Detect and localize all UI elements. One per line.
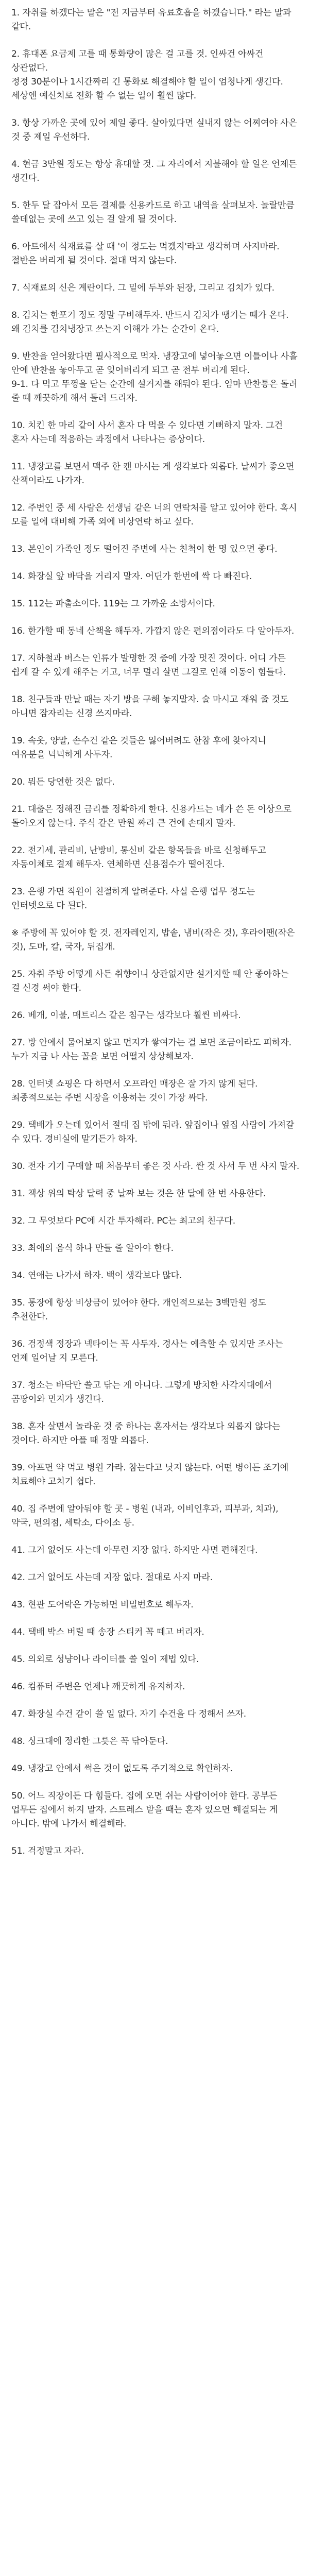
tip-item: 28. 인터넷 쇼핑은 다 하면서 오프라인 매장은 잘 가지 않게 된다. 최종적으로는 주변 시장을 이용하는 것이 가장 싸다.	[11, 1079, 258, 1103]
tip-item: 7. 식재료의 신은 계란이다. 그 밑에 두부와 된장, 그리고 김치가 있다.	[11, 283, 274, 293]
tip-item: 42. 그거 없어도 사는데 지장 없다. 절대로 사지 마라.	[11, 1572, 213, 1583]
tip-item: 39. 아프면 약 먹고 병원 가라. 참는다고 낫지 않는다. 어떤 병이든 조기에 치료해야 고치기 쉽다.	[11, 1463, 289, 1487]
tip-item: 13. 본인이 가족인 정도 떨어진 주변에 사는 친척이 한 명 있으면 좋다.	[11, 544, 278, 554]
tip-item: 11. 냉장고를 보면서 맥주 한 캔 마시는 게 생각보다 외롭다. 날씨가 좋으면 산책이라도 나가자.	[11, 462, 295, 486]
tip-item: 30. 전자 기기 구매할 때 처음부터 좋은 것 사라. 싼 것 사서 두 번 사지 말자.	[11, 1161, 300, 1172]
tip-item: 9. 반찬을 얻어왔다면 필사적으로 먹자. 냉장고에 넣어놓으면 이틀이나 사흘 안에 반찬을 놓아두고 곧 잊어버리게 되고 곧 전부 버리게 된다. 9-1. 다 먹고 뚜껑을 닫는 순간에 설거지를 해둬야 된다. 엄마 반찬통은 돌려 줄 때 깨끗하게 해서 돌려 드리자.	[11, 351, 298, 403]
tip-item: 44. 택배 박스 버릴 때 송장 스티커 꼭 떼고 버리자.	[11, 1627, 204, 1637]
tip-item: 41. 그거 없어도 사는데 아무런 지장 없다. 하지만 사면 편해진다.	[11, 1545, 258, 1555]
tip-item: 23. 은행 가면 직원이 친절하게 알려준다. 사실 은행 업무 정도는 인터넷으로 다 된다.	[11, 887, 255, 911]
tip-item: 8. 김치는 한포기 정도 정말 구비해두자. 반드시 김치가 땡기는 때가 온다. 왜 김치를 김치냉장고 쓰는지 이해가 가는 순간이 온다.	[11, 310, 289, 334]
tip-item: 38. 혼자 살면서 놀라운 것 중 하나는 혼자서는 생각보다 외롭지 않다는 것이다. 하지만 아플 때 정말 외롭다.	[11, 1421, 281, 1446]
tip-item: 1. 자취를 하겠다는 말은 "전 지금부터 유료호흡을 하겠습니다." 라는 말과 같다.	[11, 8, 291, 32]
tip-item: 10. 치킨 한 마리 같이 사서 혼자 다 먹을 수 있다면 기뻐하지 말자. 그건 혼자 사는데 적응하는 과정에서 나타나는 증상이다.	[11, 420, 283, 445]
tip-item: 32. 그 무엇보다 PC에 시간 투자해라. PC는 최고의 친구다.	[11, 1216, 235, 1226]
tip-item: 51. 걱정말고 자라.	[11, 1846, 84, 1856]
tip-item: 26. 베개, 이불, 매트리스 같은 침구는 생각보다 훨씬 비싸다.	[11, 1010, 241, 1021]
tips-list	[11, 6, 300, 1858]
tip-item: 2. 휴대폰 요금제 고를 때 통화량이 많은 걸 고를 것. 인싸건 아싸건 상관없다. 정정 30분이나 1시간짜리 긴 통화로 해결해야 할 일이 엄청나게 생긴다. 세상엔 예신치로 전화 할 수 없는 일이 훨씬 많다.	[11, 49, 283, 101]
tip-item: 31. 책상 위의 탁상 달력 중 날짜 보는 것은 한 달에 한 번 사용한다.	[11, 1189, 266, 1199]
tip-item: 21. 대출은 정해진 금리를 정확하게 한다. 신용카드는 네가 쓴 돈 이상으로 돌아오지 않는다. 주식 같은 만원 짜리 큰 건에 손대지 말자.	[11, 804, 291, 828]
tip-item: 14. 화장실 앞 바닥을 거리지 말자. 어딘가 한번에 싹 다 빠진다.	[11, 571, 252, 582]
tip-item: 29. 택배가 오는데 있어서 절대 집 밖에 둬라. 앞집이나 옆집 사람이 가져갈 수 있다. 경비실에 맡기든가 하자.	[11, 1120, 295, 1144]
tip-item: 15. 112는 파출소이다. 119는 그 가까운 소방서이다.	[11, 599, 215, 609]
tip-item: 45. 의외로 성냥이나 라이터를 쓸 일이 제법 있다.	[11, 1654, 199, 1665]
tip-item: 22. 전기세, 관리비, 난방비, 통신비 같은 항목들을 바로 신청해두고 자동이체로 결제 해두자. 연체하면 신용점수가 떨어진다.	[11, 845, 266, 870]
tip-item: 47. 화장실 수건 같이 쓸 일 없다. 자기 수건을 다 정해서 쓰자.	[11, 1709, 247, 1719]
tip-item: 35. 통장에 항상 비상금이 있어야 한다. 개인적으로는 3백만원 정도 추천한다.	[11, 1298, 266, 1322]
tip-item: 49. 냉장고 안에서 썩은 것이 없도록 주기적으로 확인하자.	[11, 1764, 233, 1774]
tip-item: 3. 항상 가까운 곳에 있어 제일 좋다. 살아있다면 실내지 않는 어찌여야 사은 것 중 제일 우선하다.	[11, 118, 297, 142]
tip-item: 16. 한가할 때 동네 산책을 해두자. 가깝지 않은 편의점이라도 다 알아두자.	[11, 626, 295, 636]
tip-item: 6. 아트에서 식재료를 살 때 '이 정도는 먹겠지'라고 생각하며 사지마라. 절반은 버리게 될 것이다. 절대 먹지 않는다.	[11, 242, 280, 266]
tip-item: 34. 연애는 나가서 하자. 백이 생각보다 많다.	[11, 1270, 182, 1281]
tip-item: 33. 최애의 음식 하나 만들 줄 알아야 한다.	[11, 1243, 174, 1253]
tip-item: 12. 주변인 중 세 사람은 선생님 같은 너의 연락처를 알고 있어야 한다. 혹시 모를 일에 대비해 가족 외에 비상연락 하고 싶다.	[11, 503, 297, 527]
tip-item: 20. 뭐든 당연한 것은 없다.	[11, 777, 115, 787]
tip-item: 17. 지하철과 버스는 인류가 발명한 것 중에 가장 멋진 것이다. 어디 가든 쉽게 갈 수 있게 해주는 거고, 너무 멀리 살면 그걸로 인해 이동이 힘들다.	[11, 653, 286, 677]
tip-item: 37. 청소는 바닥만 쓸고 닦는 게 아니다. 그렇게 방치한 사각지대에서 곰팡이와 먼지가 생긴다.	[11, 1380, 272, 1404]
tip-item: 43. 현관 도어락은 가능하면 비밀번호로 해두자.	[11, 1600, 194, 1610]
tip-item: 5. 한두 달 잡아서 모든 결제를 신용카드로 하고 내역을 살펴보자. 놀랄만큼 쓸데없는 곳에 쓰고 있는 걸 알게 될 것이다.	[11, 200, 295, 225]
tip-item: 48. 싱크대에 정리한 그릇은 꼭 닦아둔다.	[11, 1736, 168, 1747]
tip-item: 25. 자취 주방 어떻게 사든 취향이니 상관없지만 설거지할 때 안 좋아하는 걸 신경 써야 한다.	[11, 969, 289, 993]
tip-item: 19. 속옷, 양말, 손수건 같은 것들은 잃어버려도 한참 후에 찾아지니 여유분을 넉넉하게 사두자.	[11, 736, 266, 760]
tip-item: 18. 친구들과 만날 때는 자기 방을 구해 놓지말자. 술 마시고 재워 줄 것도 아니면 잠자리는 신경 쓰지마라.	[11, 694, 289, 719]
tip-item: ※ 주방에 꼭 있어야 할 것. 전자레인지, 밥솥, 냄비(작은 것), 후라이팬(작은 것), 도마, 칼, 국자, 뒤집개.	[11, 928, 295, 952]
tip-item: 50. 어느 직장이든 다 힘들다. 집에 오면 쉬는 사람이어야 한다. 공부든 업무든 집에서 하지 말자. 스트레스 받을 때는 혼자 있으면 해결되는 게 아니다. 밖에 나가서 해결해라.	[11, 1791, 278, 1829]
tip-item: 36. 검정색 정장과 넥타이는 꼭 사두자. 경사는 예측할 수 있지만 조사는 언제 일어날 지 모른다.	[11, 1339, 283, 1363]
tip-item: 40. 집 주변에 알아둬야 할 곳 - 병원 (내과, 이비인후과, 피부과, 치과), 약국, 편의점, 세탁소, 다이소 등.	[11, 1504, 279, 1528]
tip-item: 4. 현금 3만원 정도는 항상 휴대할 것. 그 자리에서 지불해야 할 일은 언제든 생긴다.	[11, 159, 297, 183]
tip-item: 27. 방 안에서 물어보지 않고 먼지가 쌓여가는 걸 보면 조금이라도 피하자. 누가 지금 나 사는 꼴을 보면 어떨지 상상해보자.	[11, 1038, 291, 1062]
tip-item: 46. 컴퓨터 주변은 언제나 깨끗하게 유지하자.	[11, 1682, 185, 1692]
